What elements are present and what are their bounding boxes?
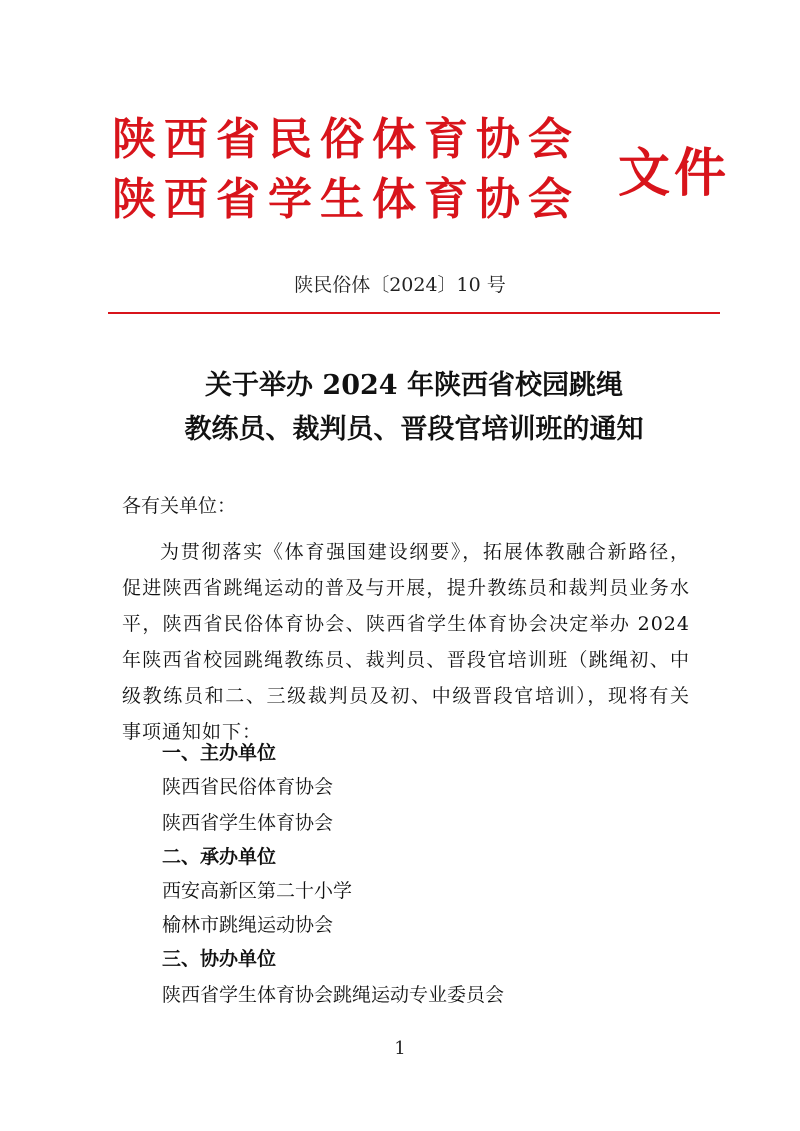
section-heading-hosts: 二、承办单位: [162, 846, 277, 868]
notice-title-line-1: 关于举办 2024 年陕西省校园跳绳: [205, 370, 623, 401]
notice-title-line-2: 教练员、裁判员、晋段官培训班的通知: [184, 414, 644, 445]
section-heading-co-organizers: 三、协办单位: [162, 948, 277, 970]
section-heading-organizers: 一、主办单位: [162, 742, 277, 764]
page-number: 1: [394, 1038, 406, 1059]
intro-paragraph: 为贯彻落实《体育强国建设纲要》，拓展体教融合新路径，促进陕西省跳绳运动的普及与开展，提升教练员和裁判员业务水平，陕西省民俗体育协会、陕西省学生体育协会决定举办 2024 年陕西省校园跳绳教练员、裁判员、晋段官培训班（跳绳初、中级教练员和二、三级裁判员及初、中级晋段官培训），现将有关事项通知如下：: [122, 541, 690, 743]
co-organizer-item-1: 陕西省学生体育协会跳绳运动专业委员会: [162, 984, 505, 1006]
document-header: [112, 114, 732, 248]
organizer-item-2: 陕西省学生体育协会: [162, 812, 334, 834]
organizer-item-1: 陕西省民俗体育协会: [162, 776, 334, 798]
host-item-2: 榆林市跳绳运动协会: [162, 914, 334, 936]
host-item-1: 西安高新区第二十小学: [162, 880, 353, 902]
document-type-label: 文件: [618, 143, 731, 204]
issuer-name-2: 陕西省学生体育协会: [112, 174, 580, 225]
issuer-name-1: 陕西省民俗体育协会: [112, 114, 580, 165]
header-divider: [108, 312, 720, 314]
document-number: 陕民俗体〔2024〕10 号: [294, 274, 506, 296]
salutation: 各有关单位：: [122, 495, 237, 517]
